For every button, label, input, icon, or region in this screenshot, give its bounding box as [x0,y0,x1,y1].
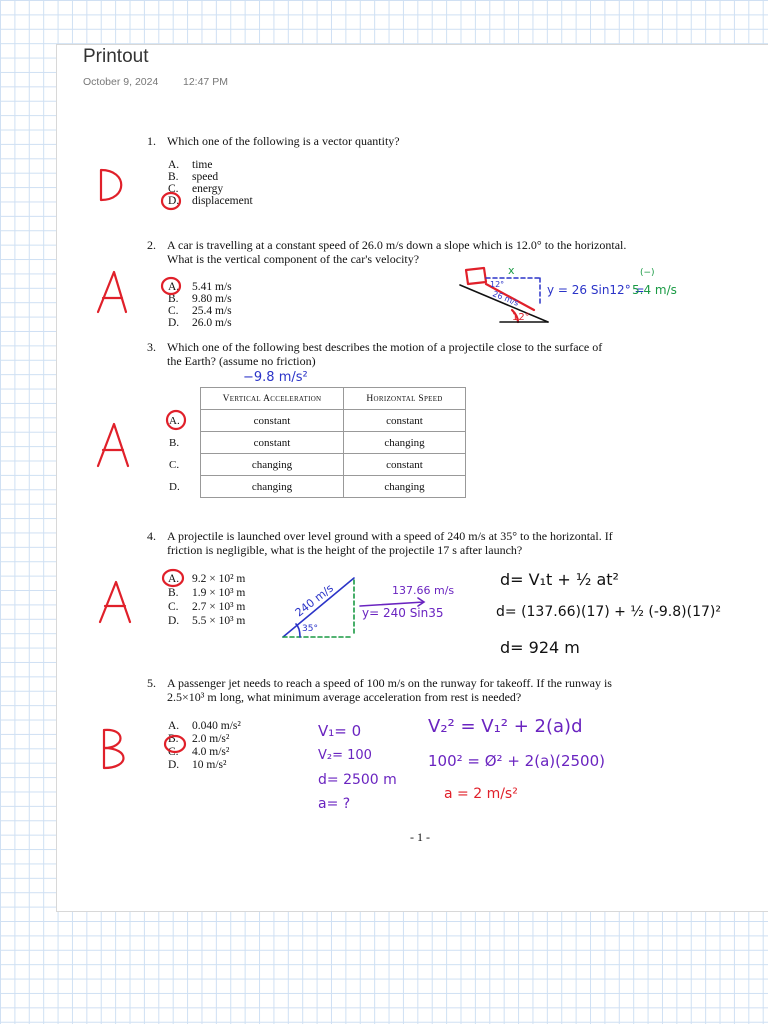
option-item: D. displacement [168,195,253,207]
option-item: A. time [168,159,213,171]
question-number: 1. [147,134,156,148]
page-date: October 9, 2024 [83,76,159,88]
handwritten-given: a= ? [318,796,351,812]
answer-letter-b [104,730,124,768]
option-item: B. 9.80 m/s [168,293,232,305]
answer-circle [163,570,183,586]
option-item: A. 9.2 × 10² m [168,573,246,585]
angle-arc [296,624,300,637]
question-text: Which one of the following best describes the motion of a projectile close to the surface of the Earth? (assume no friction) [167,340,603,368]
option-item: A. 5.41 m/s [168,281,232,293]
question-text: A projectile is launched over level ground with a speed of 240 m/s at 35° to the horizontal. If friction is negligible, what is the height of the projectile 17 s after launch? [167,529,613,557]
handwritten-formula: V₂² = V₁² + 2(a)d [428,716,583,737]
handwritten-hyp: 26 m/s [491,289,521,308]
answer-circle [162,193,180,209]
option-item: B. speed [168,171,219,183]
handwritten-given: V₁= 0 [318,722,362,740]
option-item: D. 10 m/s² [168,759,227,771]
option-item: A. 0.040 m/s² [168,720,241,732]
handwritten-vertical: y= 240 Sin35 [362,606,444,620]
handwritten-formula: 100² = Ø² + 2(a)(2500) [428,752,605,770]
answer-letter-a [98,424,128,466]
handwritten-angle: 12° [490,280,505,289]
horizontal-arrow [360,598,424,606]
option-item: D. 26.0 m/s [168,317,232,329]
handwritten-given: d= 2500 m [318,772,397,788]
handwritten-angle: 35° [302,624,318,634]
handwritten-result: 5.4 m/s [632,283,677,297]
answer-circle [167,411,185,429]
answer-circle [165,736,185,752]
slope-line [460,285,548,322]
question-number: 3. [147,340,156,354]
answer-letter-a [100,582,130,622]
handwritten-angle-bottom: 12° [512,312,530,323]
handwritten-hyp: 240 m/s [292,581,336,620]
handwritten-given: V₂= 100 [318,748,372,763]
page-number: - 1 - [410,830,430,844]
option-item: C. 2.7 × 10³ m [168,601,246,613]
answer-circle [162,278,180,294]
option-item: C. energy [168,183,224,195]
handwritten-x: x [508,264,515,277]
question-number: 4. [147,529,156,543]
option-item: B. 1.9 × 10³ m [168,587,246,599]
option-item: D. 5.5 × 10³ m [168,615,246,627]
question-number: 5. [147,676,156,690]
table-header: Horizontal Speed [344,388,466,410]
question-text: A car is travelling at a constant speed of 26.0 m/s down a slope which is 12.0° to the horizontal. What is the vertical component of the car's velocity? [167,238,627,266]
option-item: C. 4.0 m/s² [168,746,230,758]
handwritten-note: −9.8 m/s² [243,370,308,385]
page-title: Printout [83,46,149,67]
page-time: 12:47 PM [183,76,228,88]
question-text: Which one of the following is a vector quantity? [167,134,400,148]
option-item: B. 2.0 m/s² [168,733,230,745]
table-row: C. changing constant [168,454,466,476]
handwritten-answer: a = 2 m/s² [444,786,518,802]
answer-letter-a [98,272,126,312]
handwritten-answer: d= 924 m [500,638,580,657]
handwritten-sign: (−) [640,268,655,278]
handwritten-equation: y = 26 Sin12° = [547,283,645,297]
handwritten-formula: d= V₁t + ½ at² [500,570,619,589]
handwritten-horizontal: 137.66 m/s [392,584,455,597]
table-row: B. constant changing [168,432,466,454]
handwritten-formula: d= (137.66)(17) + ½ (-9.8)(17)² [496,604,721,620]
option-item: C. 25.4 m/s [168,305,232,317]
answer-letter-d [101,170,121,200]
question-text: A passenger jet needs to reach a speed of 100 m/s on the runway for takeoff. If the runway is 2.5×10³ m long, what minimum average acceleration from rest is needed? [167,676,612,704]
question-number: 2. [147,238,156,252]
table-row: A. constant constant [168,410,466,432]
car-box [466,268,486,284]
table-row: D. changing changing [168,476,466,498]
table-header: Vertical Acceleration [201,388,344,410]
